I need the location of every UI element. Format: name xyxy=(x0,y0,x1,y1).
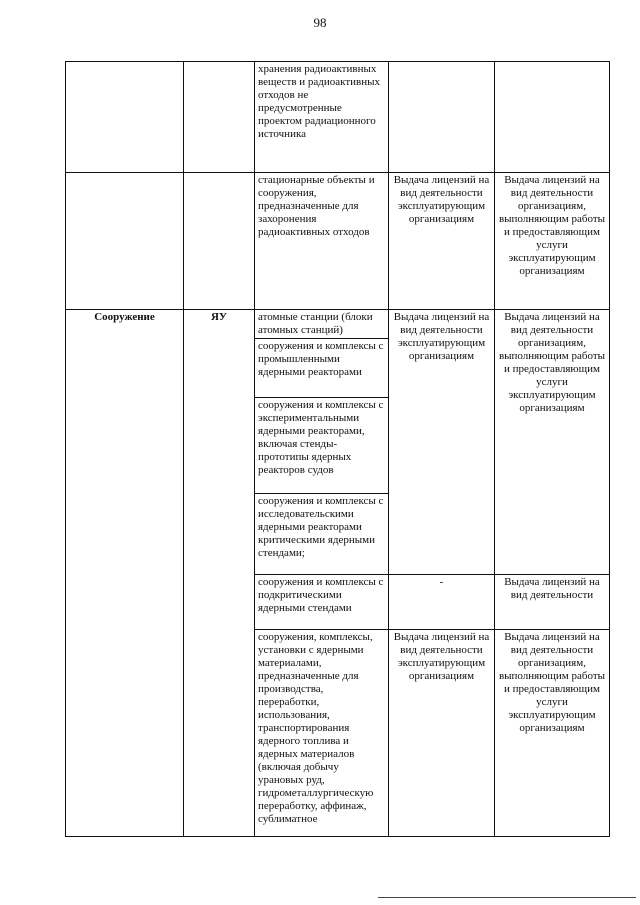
operator-license-cell: Выдача лицензий на вид деятельности эксплуатирующим организациям xyxy=(389,173,495,310)
table-row xyxy=(66,310,610,339)
category-cell-empty xyxy=(66,62,184,173)
object-cell: стационарные объекты и сооружения, предназначенные для захоронения радиоактивных отходов xyxy=(255,173,389,310)
footer-rule xyxy=(378,897,636,898)
contractor-license-cell: Выдача лицензий на вид деятельности xyxy=(495,575,610,630)
contractor-license-cell: Выдача лицензий на вид деятельности организациям, выполняющим работы и предоставляющим услуги эксплуатирующим организациям xyxy=(495,630,610,837)
contractor-license-cell: Выдача лицензий на вид деятельности организациям, выполняющим работы и предоставляющим услуги эксплуатирующим организациям xyxy=(495,310,610,575)
operator-license-cell: Выдача лицензий на вид деятельности эксплуатирующим организациям xyxy=(389,310,495,575)
object-cell: сооружения, комплексы, установки с ядерными материалами, предназначенные для производства, переработки, использования, транспортирования ядерного топлива и ядерных материалов (включая добычу урановых руд, гидрометаллургическую переработку, аффинаж, сублиматное xyxy=(255,630,389,837)
operator-license-cell: - xyxy=(389,575,495,630)
object-cell: сооружения и комплексы с подкритическими ядерными стендами xyxy=(255,575,389,630)
contractor-license-cell xyxy=(495,62,610,173)
object-cell: сооружения и комплексы с промышленными ядерными реакторами xyxy=(255,339,389,398)
code-cell: ЯУ xyxy=(184,310,255,837)
code-cell-empty xyxy=(184,62,255,173)
operator-license-cell: Выдача лицензий на вид деятельности эксплуатирующим организациям xyxy=(389,630,495,837)
table-row xyxy=(66,62,610,173)
page-number: 98 xyxy=(313,15,327,30)
table-row xyxy=(66,173,610,310)
object-cell: хранения радиоактивных веществ и радиоактивных отходов не предусмотренные проектом радиационного источника xyxy=(255,62,389,173)
category-cell-empty xyxy=(66,173,184,310)
object-cell: сооружения и комплексы с экспериментальными ядерными реакторами, включая стенды-прототипы ядерных реакторов судов xyxy=(255,398,389,494)
contractor-license-cell: Выдача лицензий на вид деятельности организациям, выполняющим работы и предоставляющим услуги эксплуатирующим организациям xyxy=(495,173,610,310)
regulation-table xyxy=(65,61,610,837)
object-cell: сооружения и комплексы с исследовательскими ядерными реакторами критическими ядерными стендами; xyxy=(255,494,389,575)
code-cell-empty xyxy=(184,173,255,310)
operator-license-cell xyxy=(389,62,495,173)
object-cell: атомные станции (блоки атомных станций) xyxy=(255,310,389,339)
category-cell: Сооружение xyxy=(66,310,184,837)
